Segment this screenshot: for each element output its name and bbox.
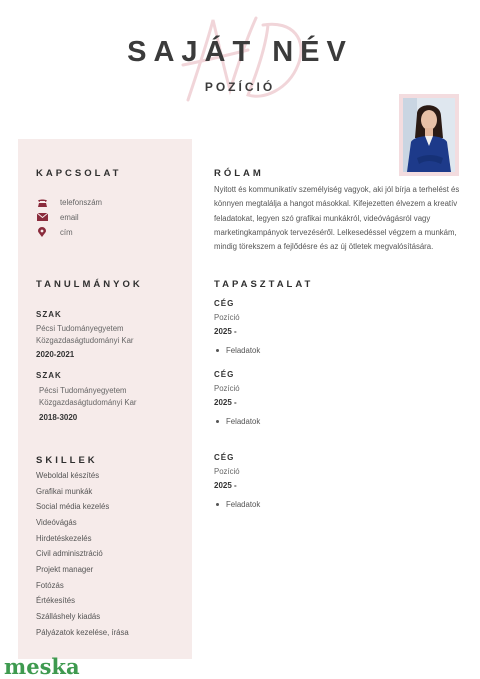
- meska-logo: meska: [4, 654, 80, 679]
- job-role: Pozíció: [214, 313, 240, 322]
- contact-phone: [36, 196, 102, 208]
- education-school: Pécsi Tudományegyetem: [36, 324, 124, 333]
- full-name: SAJÁT NÉV: [127, 36, 353, 68]
- skill-item: Social média kezelés: [36, 502, 110, 511]
- bullet-icon: [216, 503, 219, 506]
- education-years: 2020-2021: [36, 350, 75, 359]
- education-heading: TANULMÁNYOK: [36, 279, 143, 290]
- education-faculty: Közgazdaságtudományi Kar: [39, 398, 137, 407]
- about-text: Nyitott és kommunikatív személyiség vagyok, aki jól bírja a terhelést és könnyen megtalálja a hangot másokkal. Kifejezetten élvezem a kreatív feladatokat, legyen szó grafikai munkákról, videóvágásról vagy marketingkampányok tervezéséről. Lelkesedéssel végzem a munkám, mindig törekszem a fejlődésre és az új ötletek megvalósítására.: [214, 185, 460, 252]
- skills-heading: SKILLEK: [36, 455, 98, 466]
- job-company: CÉG: [214, 370, 235, 379]
- skill-item: Videóvágás: [36, 518, 77, 527]
- job-task-label: Feladatok: [226, 500, 261, 509]
- skill-item: Grafikai munkák: [36, 487, 93, 496]
- skill-item: Értékesítés: [36, 596, 75, 605]
- job-position-title: POZÍCIÓ: [204, 80, 276, 94]
- job-task-label: Feladatok: [226, 346, 261, 355]
- skill-item: Pályázatok kezelése, írása: [36, 628, 129, 637]
- job-company: CÉG: [214, 453, 235, 462]
- job-years: 2025 -: [214, 327, 237, 336]
- contact-phone-label: telefonszám: [60, 197, 103, 207]
- contact-heading: KAPCSOLAT: [36, 168, 122, 179]
- job-years: 2025 -: [214, 398, 237, 407]
- contact-email-label: email: [60, 212, 79, 222]
- job-role: Pozíció: [214, 384, 240, 393]
- job-task: [216, 500, 260, 509]
- skill-item: Hirdetéskezelés: [36, 534, 92, 543]
- skill-item: Civil adminisztráció: [36, 549, 103, 558]
- skill-item: Szálláshely kiadás: [36, 612, 101, 621]
- job-task: [216, 417, 260, 426]
- phone-icon: [36, 197, 48, 207]
- bullet-icon: [216, 349, 219, 352]
- job-role: Pozíció: [214, 467, 240, 476]
- mail-icon: [36, 212, 48, 222]
- experience-heading: TAPASZTALAT: [214, 279, 314, 290]
- profile-photo: [403, 98, 455, 172]
- about-heading: RÓLAM: [214, 168, 264, 179]
- bullet-icon: [216, 420, 219, 423]
- education-school: Pécsi Tudományegyetem: [39, 386, 127, 395]
- job-company: CÉG: [214, 299, 235, 308]
- job-task: [216, 346, 260, 355]
- education-major: SZAK: [36, 371, 62, 380]
- job-years: 2025 -: [214, 481, 237, 490]
- contact-address-label: cím: [60, 227, 73, 237]
- contact-email: [36, 211, 79, 223]
- location-pin-icon: [36, 227, 48, 237]
- skill-item: Projekt manager: [36, 565, 94, 574]
- education-years: 2018-3020: [39, 413, 78, 422]
- education-major: SZAK: [36, 310, 62, 319]
- job-task-label: Feladatok: [226, 417, 261, 426]
- skill-item: Fotózás: [36, 581, 64, 590]
- education-faculty: Közgazdaságtudományi Kar: [36, 336, 134, 345]
- skill-item: Weboldal készítés: [36, 471, 100, 480]
- contact-address: [36, 226, 73, 238]
